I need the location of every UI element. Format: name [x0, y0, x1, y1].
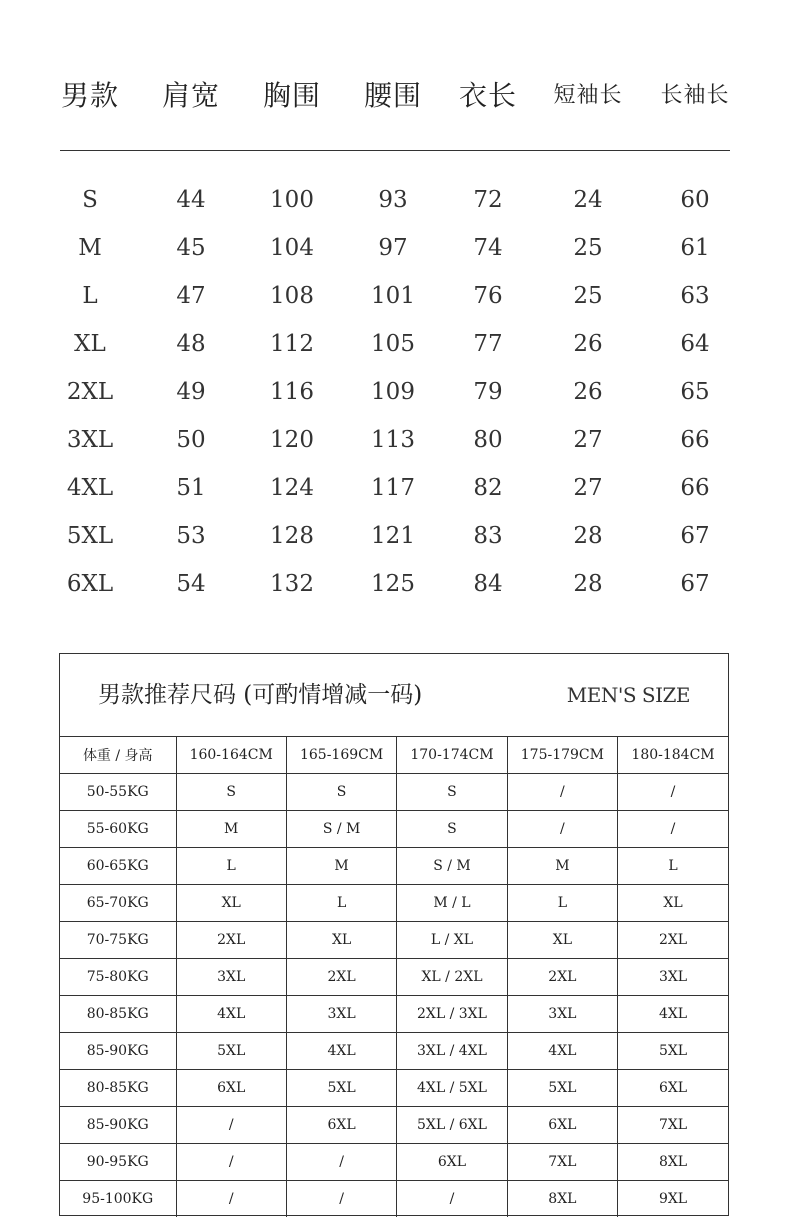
weight-range-cell: 95-100KG [60, 1181, 176, 1217]
recommended-size-cell: S [286, 774, 396, 811]
recommended-size-cell: / [176, 1181, 286, 1217]
recommended-size-cell: / [397, 1181, 507, 1217]
weight-range-cell: 75-80KG [60, 959, 176, 996]
size-value: 66 [680, 475, 710, 501]
recommended-size-cell: 3XL [286, 996, 396, 1033]
header-waist: 腰围 [363, 79, 422, 112]
size-label: 3XL [66, 427, 114, 453]
recommended-size-cell: L [618, 848, 728, 885]
size-value: 84 [473, 571, 503, 597]
weight-height-header: 体重 / 身高 [60, 737, 176, 774]
size-value: 105 [371, 331, 415, 357]
header-divider [60, 150, 730, 151]
size-value: 113 [371, 427, 415, 453]
height-range-header: 175-179CM [507, 737, 617, 774]
table-row [60, 848, 728, 885]
recommended-size-cell: / [618, 811, 728, 848]
size-value: 63 [680, 283, 710, 309]
recommended-size-cell: 9XL [658, 1191, 688, 1207]
recommended-size-cell: 8XL [618, 1144, 728, 1181]
size-value: 125 [371, 571, 415, 597]
size-value: 26 [573, 379, 603, 405]
size-row [0, 176, 790, 224]
recommended-size-cell: 4XL [507, 1033, 617, 1070]
table-row [60, 1144, 728, 1181]
recommended-size-cell: / [286, 1144, 396, 1181]
size-value: 25 [573, 235, 603, 261]
weight-range-cell: 50-55KG [60, 774, 176, 811]
recommended-size-cell: 2XL [618, 922, 728, 959]
header-shoulder: 肩宽 [161, 79, 220, 112]
weight-range-cell: 70-75KG [60, 922, 176, 959]
table-row [60, 959, 728, 996]
recommendation-header-row [60, 737, 728, 774]
recommended-size-cell: 6XL [286, 1107, 396, 1144]
size-value: 124 [270, 475, 314, 501]
size-value: 108 [270, 283, 314, 309]
size-value: 53 [176, 523, 206, 549]
recommended-size-cell: 8XL [507, 1181, 617, 1217]
recommended-size-cell: / [507, 811, 617, 848]
recommended-size-cell: XL / 2XL [397, 959, 507, 996]
size-row [0, 224, 790, 272]
table-row [60, 1181, 728, 1217]
recommended-size-cell: / [176, 1107, 286, 1144]
size-value: 27 [573, 427, 603, 453]
size-value: 51 [176, 475, 206, 501]
recommended-size-cell: L [176, 848, 286, 885]
size-row [0, 320, 790, 368]
size-row [0, 416, 790, 464]
recommended-size-cell: S / M [397, 848, 507, 885]
size-value: 116 [270, 379, 314, 405]
size-row [0, 272, 790, 320]
recommended-size-cell: M [176, 811, 286, 848]
recommended-size-cell: M [507, 848, 617, 885]
weight-range-cell: 85-90KG [60, 1033, 176, 1070]
recommended-size-cell: S [397, 811, 507, 848]
recommendation-subtitle: MEN'S SIZE [566, 683, 690, 707]
recommended-size-cell: 4XL / 5XL [397, 1070, 507, 1107]
height-range-header: 160-164CM [176, 737, 286, 774]
table-row [60, 1033, 728, 1070]
recommended-size-cell: 2XL [286, 959, 396, 996]
size-value: 120 [270, 427, 314, 453]
recommendation-title: 男款推荐尺码 (可酌情增减一码) [98, 682, 423, 708]
recommended-size-cell: 5XL [507, 1070, 617, 1107]
height-range-header: 170-174CM [397, 737, 507, 774]
recommendation-table [60, 737, 728, 1217]
size-row [0, 512, 790, 560]
size-value: 117 [371, 475, 415, 501]
weight-range-cell: 55-60KG [60, 811, 176, 848]
header-long-sleeve: 长袖长 [660, 83, 730, 108]
size-label: XL [74, 331, 106, 357]
recommended-size-cell: S [176, 774, 286, 811]
recommended-size-cell: 4XL [618, 996, 728, 1033]
size-value: 49 [176, 379, 206, 405]
size-value: 45 [176, 235, 206, 261]
size-value: 64 [680, 331, 710, 357]
size-value: 50 [176, 427, 206, 453]
size-value: 112 [270, 331, 314, 357]
table-row [60, 1070, 728, 1107]
size-label: L [82, 283, 98, 309]
size-value: 28 [573, 523, 603, 549]
size-value: 77 [473, 331, 503, 357]
size-label: 5XL [66, 523, 114, 549]
recommended-size-cell: S [397, 774, 507, 811]
size-value: 97 [378, 235, 408, 261]
size-label: 6XL [66, 571, 114, 597]
weight-range-cell: 80-85KG [60, 996, 176, 1033]
recommended-size-cell: 7XL [618, 1107, 728, 1144]
recommendation-title-bar [60, 654, 728, 737]
size-value: 24 [573, 187, 603, 213]
size-value: 104 [270, 235, 314, 261]
recommended-size-cell: 5XL [176, 1033, 286, 1070]
size-label: S [82, 187, 98, 213]
table-row [60, 922, 728, 959]
size-value: 44 [176, 187, 206, 213]
size-value: 54 [176, 571, 206, 597]
size-value: 79 [473, 379, 503, 405]
recommended-size-cell: M / L [397, 885, 507, 922]
weight-range-cell: 60-65KG [60, 848, 176, 885]
size-value: 74 [473, 235, 503, 261]
size-chart-header [0, 66, 790, 126]
recommended-size-cell: L / XL [397, 922, 507, 959]
recommended-size-cell: 2XL [507, 959, 617, 996]
size-value: 66 [680, 427, 710, 453]
size-value: 26 [573, 331, 603, 357]
size-value: 25 [573, 283, 603, 309]
height-range-header: 165-169CM [286, 737, 396, 774]
size-label: 4XL [66, 475, 114, 501]
recommended-size-cell: S / M [286, 811, 396, 848]
table-row [60, 774, 728, 811]
recommendation-panel [59, 653, 729, 1216]
size-value: 28 [573, 571, 603, 597]
size-chart-body [0, 176, 790, 608]
size-value: 83 [473, 523, 503, 549]
weight-range-cell: 65-70KG [60, 885, 176, 922]
recommended-size-cell: XL [507, 922, 617, 959]
size-row [0, 464, 790, 512]
recommended-size-cell: 6XL [618, 1070, 728, 1107]
size-value: 48 [176, 331, 206, 357]
size-value: 93 [378, 187, 408, 213]
size-value: 61 [680, 235, 710, 261]
table-row [60, 811, 728, 848]
size-value: 67 [680, 571, 710, 597]
recommended-size-cell: 6XL [507, 1107, 617, 1144]
recommended-size-cell: 4XL [176, 996, 286, 1033]
table-row [60, 996, 728, 1033]
recommended-size-cell: / [507, 774, 617, 811]
size-value: 72 [473, 187, 503, 213]
size-value: 60 [680, 187, 710, 213]
size-label: M [78, 235, 102, 261]
recommended-size-cell: 3XL [507, 996, 617, 1033]
recommended-size-cell: 3XL [176, 959, 286, 996]
header-chest: 胸围 [262, 79, 321, 112]
recommended-size-cell: 3XL [618, 959, 728, 996]
recommended-size-cell: XL [176, 885, 286, 922]
height-range-header: 180-184CM [618, 737, 728, 774]
recommended-size-cell: 2XL / 3XL [397, 996, 507, 1033]
recommended-size-cell: XL [618, 885, 728, 922]
recommended-size-cell: 3XL / 4XL [397, 1033, 507, 1070]
recommended-size-cell: / [176, 1144, 286, 1181]
size-value: 128 [270, 523, 314, 549]
size-value: 100 [270, 187, 314, 213]
size-value: 109 [371, 379, 415, 405]
recommended-size-cell: / [286, 1181, 396, 1217]
size-row [0, 560, 790, 608]
recommended-size-cell: / [618, 774, 728, 811]
size-value: 67 [680, 523, 710, 549]
size-value: 132 [270, 571, 314, 597]
recommended-size-cell: 5XL / 6XL [397, 1107, 507, 1144]
recommended-size-cell: 6XL [176, 1070, 286, 1107]
recommended-size-cell: 5XL [286, 1070, 396, 1107]
size-row [0, 368, 790, 416]
header-model: 男款 [60, 79, 119, 112]
size-value: 121 [371, 523, 415, 549]
recommended-size-cell: 5XL [618, 1033, 728, 1070]
size-value: 27 [573, 475, 603, 501]
size-value: 82 [473, 475, 503, 501]
size-value: 76 [473, 283, 503, 309]
size-value: 47 [176, 283, 206, 309]
weight-range-cell: 80-85KG [60, 1070, 176, 1107]
weight-range-cell: 85-90KG [60, 1107, 176, 1144]
recommended-size-cell: L [507, 885, 617, 922]
recommended-size-cell: 7XL [507, 1144, 617, 1181]
table-row [60, 1107, 728, 1144]
recommended-size-cell: 2XL [176, 922, 286, 959]
header-short-sleeve: 短袖长 [553, 83, 623, 108]
size-value: 65 [680, 379, 710, 405]
size-label: 2XL [66, 379, 114, 405]
weight-range-cell: 90-95KG [60, 1144, 176, 1181]
recommended-size-cell: 6XL [397, 1144, 507, 1181]
recommended-size-cell: 4XL [286, 1033, 396, 1070]
recommended-size-cell: M [286, 848, 396, 885]
table-row [60, 885, 728, 922]
size-value: 101 [371, 283, 415, 309]
recommended-size-cell: L [286, 885, 396, 922]
recommended-size-cell: XL [286, 922, 396, 959]
size-value: 80 [473, 427, 503, 453]
header-length: 衣长 [458, 79, 517, 112]
